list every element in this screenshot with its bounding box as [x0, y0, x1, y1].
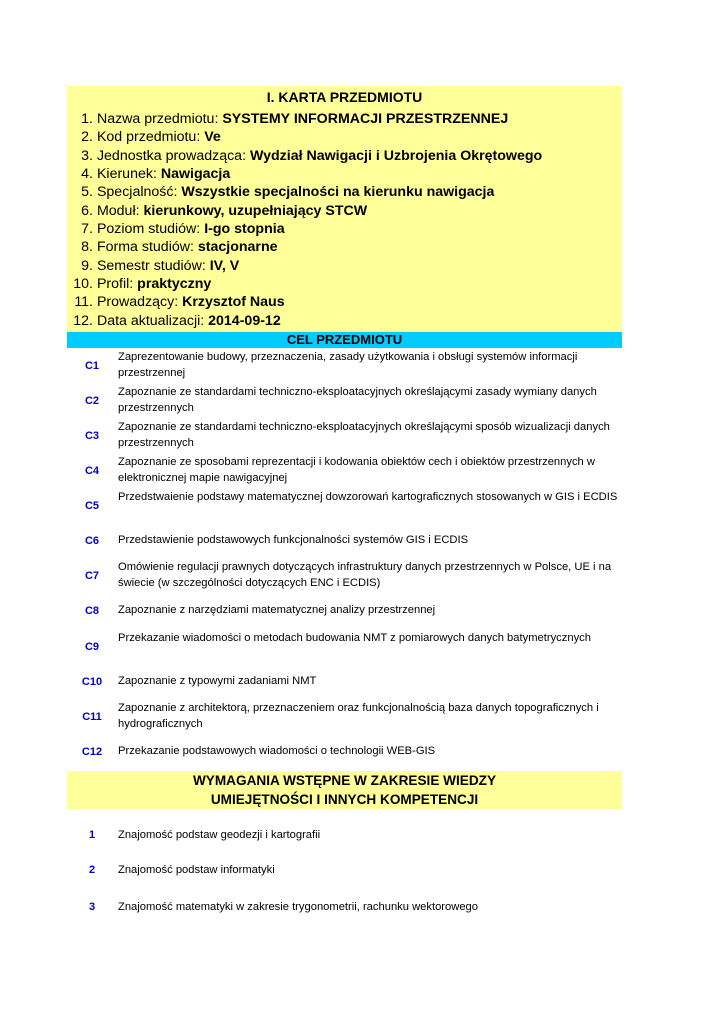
row-value: Ve	[204, 129, 221, 145]
row-value: praktyczny	[137, 276, 212, 292]
row-label: Jednostka prowadząca:	[96, 148, 250, 164]
goal-text: Zapoznanie ze standardami techniczno-eksploatacyjnych określającymi zasady wymiany danych przestrzennych	[118, 386, 597, 414]
goal-text: Zapoznanie ze sposobami reprezentacji i kodowania obiektów cech i obiektów przestrzennych w elektronicznej mapie nawigacyjnej	[118, 456, 595, 484]
row-label: Data aktualizacji:	[96, 313, 209, 329]
goal-code: C9	[84, 641, 100, 653]
row-label: Specjalność:	[96, 184, 182, 200]
goal-text: Przedstawienie podstawowych funkcjonalności systemów GIS i ECDIS	[118, 534, 469, 546]
row-label: Kierunek:	[96, 166, 161, 182]
card-row-specialty	[67, 184, 494, 200]
requirement-code: 3	[88, 901, 96, 913]
goal-code: C1	[84, 360, 100, 372]
requirements-heading	[67, 771, 622, 809]
requirements-heading-line2: UMIEJĘTNOŚCI I INNYCH KOMPETENCJI	[210, 792, 479, 807]
goal-code: C4	[84, 465, 100, 477]
row-label: Semestr studiów:	[96, 258, 210, 274]
goal-text: Zapoznanie ze standardami techniczno-eksploatacyjnych określającymi sposób wizualizacji danych przestrzennych	[118, 421, 610, 449]
requirement-code: 2	[88, 864, 96, 876]
goal-text: Zapoznanie z narzędziami matematycznej analizy przestrzennej	[118, 604, 436, 616]
row-value: stacjonarne	[197, 239, 278, 255]
card-row-field	[67, 166, 230, 182]
goal-code: C3	[84, 430, 100, 442]
row-number: 5.	[81, 184, 93, 200]
row-value: Wszystkie specjalności na kierunku nawigacja	[181, 184, 495, 200]
goal-text: Zapoznanie z architektorą, przeznaczeniem oraz funkcjonalnością baza danych topograficznych i hydrograficznych	[118, 702, 599, 730]
requirements-heading-line1: WYMAGANIA WSTĘPNE W ZAKRESIE WIEDZY	[192, 773, 497, 788]
row-number: 1.	[81, 111, 93, 127]
card-row-lecturer	[67, 294, 285, 310]
row-number: 12.	[73, 313, 93, 329]
row-number: 4.	[81, 166, 93, 182]
row-number: 6.	[81, 203, 93, 219]
card-row-code	[67, 129, 221, 145]
requirement-code: 1	[88, 829, 96, 841]
requirement-text: Znajomość podstaw informatyki	[118, 864, 275, 876]
goal-text: Zaprezentowanie budowy, przeznaczenia, zasady użytkowania i obsługi systemów informacji przestrzennej	[118, 351, 578, 379]
goal-text: Przedstwaienie podstawy matematycznej dowzorowań kartograficznych stosowanych w GIS i ECDIS	[118, 491, 618, 503]
row-value: 2014-09-12	[208, 313, 281, 329]
course-sheet	[67, 86, 622, 913]
goal-code: C8	[84, 605, 100, 617]
goal-code: C11	[82, 711, 102, 723]
card-row-level	[67, 221, 285, 237]
card-row-name	[67, 111, 508, 127]
goal-text: Przekazanie wiadomości o metodach budowania NMT z pomiarowych danych batymetrycznych	[118, 632, 591, 644]
row-value: kierunkowy, uzupełniający STCW	[143, 203, 368, 219]
row-label: Kod przedmiotu:	[96, 129, 205, 145]
cel-heading: CEL PRZEDMIOTU	[67, 332, 622, 348]
card-row-profile	[67, 276, 211, 292]
row-number: 8.	[81, 239, 93, 255]
row-label: Prowadzący:	[96, 294, 183, 310]
row-label: Profil:	[96, 276, 138, 292]
row-label: Poziom studiów:	[96, 221, 205, 237]
row-value: Krzysztof Naus	[182, 294, 285, 310]
goal-text: Zapoznanie z typowymi zadaniami NMT	[118, 675, 317, 687]
row-label: Moduł:	[96, 203, 144, 219]
row-number: 2.	[81, 129, 93, 145]
row-value: Wydział Nawigacji i Uzbrojenia Okrętowego	[249, 148, 543, 164]
requirement-text: Znajomość matematyki w zakresie trygonometrii, rachunku wektorowego	[118, 901, 479, 913]
row-number: 10.	[73, 276, 93, 292]
requirement-text: Znajomość podstaw geodezji i kartografii	[118, 829, 321, 841]
row-number: 3.	[81, 148, 93, 164]
row-value: SYSTEMY INFORMACJI PRZESTRZENNEJ	[222, 111, 509, 127]
card-row-semester	[67, 258, 239, 274]
card-row-unit	[67, 148, 542, 164]
course-card	[67, 86, 622, 332]
row-label: Nazwa przedmiotu:	[96, 111, 223, 127]
row-number: 9.	[81, 258, 93, 274]
row-value: IV, V	[209, 258, 240, 274]
row-number: 11.	[74, 294, 93, 310]
goal-code: C12	[81, 746, 103, 758]
goal-text: Przekazanie podstawowych wiadomości o technologii WEB-GIS	[118, 745, 436, 757]
row-label: Forma studiów:	[96, 239, 198, 255]
card-row-form	[67, 239, 278, 255]
goal-code: C5	[84, 500, 100, 512]
goal-code: C6	[84, 535, 100, 547]
goal-code: C10	[81, 676, 103, 688]
goal-code: C7	[84, 570, 100, 582]
card-row-updated	[67, 313, 281, 329]
goal-code: C2	[84, 395, 100, 407]
row-value: Nawigacja	[160, 166, 231, 182]
row-number: 7.	[81, 221, 93, 237]
row-value: I-go stopnia	[204, 221, 285, 237]
goal-text: Omówienie regulacji prawnych dotyczących infrastruktury danych przestrzennych w Polsce, UE i na świecie (w szczególności dotyczących ENC i ECDIS)	[118, 561, 612, 589]
card-title: I. KARTA PRZEDMIOTU	[266, 89, 423, 105]
card-row-module	[67, 203, 367, 219]
